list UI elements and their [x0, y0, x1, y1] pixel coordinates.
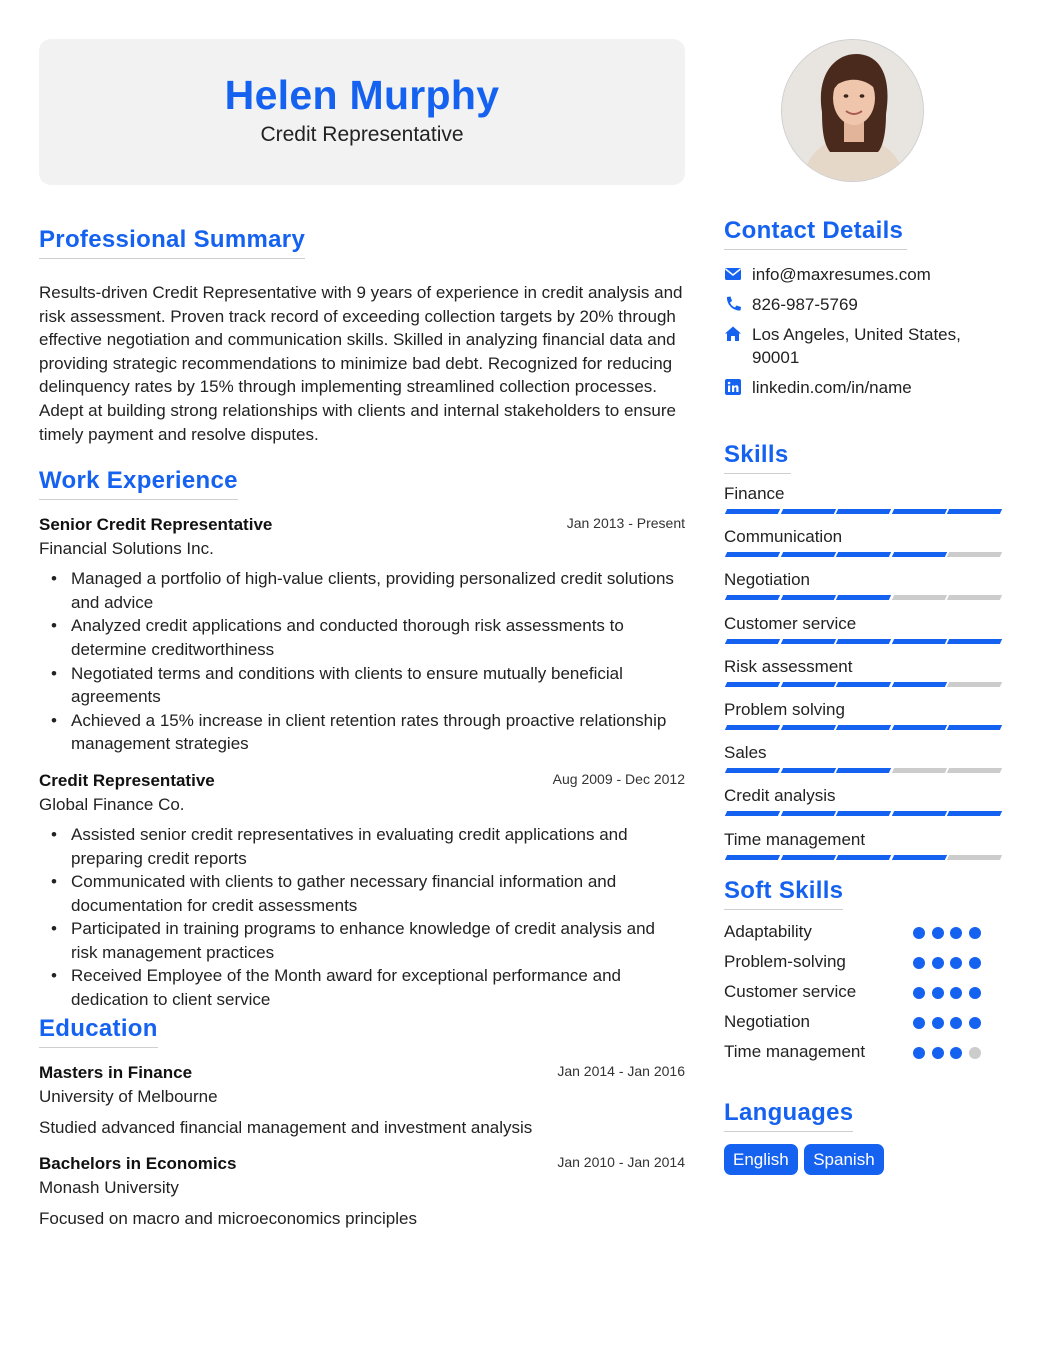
soft-skill-dot [932, 987, 944, 999]
job-bullet: • Managed a portfolio of high-value clients, providing personalized credit solutions and advice [39, 567, 685, 614]
skill-item [724, 525, 1002, 568]
summary-section [39, 225, 685, 446]
job-dates: Jan 2013 - Present [566, 515, 685, 532]
skill-label: Time management [724, 829, 866, 849]
education-section [39, 1014, 685, 1231]
skill-level-segment [725, 682, 780, 687]
skill-label: Sales [724, 743, 767, 763]
skill-level-segment [947, 768, 1002, 773]
linkedin-icon [724, 378, 742, 396]
skill-level-segment [725, 595, 780, 600]
soft-skill-item [724, 980, 1002, 1010]
degree-title: Bachelors in Economics [39, 1153, 237, 1173]
skill-level-segment [947, 811, 1002, 816]
education-description: Focused on macro and microeconomics principles [39, 1208, 417, 1228]
skill-label: Customer service [724, 613, 857, 633]
job-bullet: • Received Employee of the Month award for exceptional performance and dedication to client service [39, 964, 685, 1011]
portrait-image [782, 40, 924, 182]
skill-item [724, 568, 1002, 611]
education-heading: Education [39, 1014, 158, 1048]
skill-level-segment [891, 552, 946, 557]
skill-level-segment [947, 595, 1002, 600]
skill-level-segment [836, 725, 891, 730]
skills-section [724, 440, 1002, 871]
education-dates: Jan 2010 - Jan 2014 [557, 1153, 685, 1170]
education-entry [39, 1152, 685, 1231]
job-bullet: • Analyzed credit applications and conducted thorough risk assessments to determine creditworthiness [39, 614, 685, 661]
soft-skill-label: Adaptability [724, 922, 812, 941]
soft-skill-dot [950, 1047, 962, 1059]
language-badge: Spanish [804, 1144, 883, 1175]
skill-level-segment [780, 595, 835, 600]
soft-skill-dot [969, 1047, 981, 1059]
skill-level-segment [836, 682, 891, 687]
job-bullet: • Negotiated terms and conditions with clients to ensure mutually beneficial agreements [39, 662, 685, 709]
skill-level-segment [891, 595, 946, 600]
soft-skill-item [724, 1040, 1002, 1070]
soft-skill-dot [913, 957, 925, 969]
soft-skill-item [724, 920, 1002, 950]
job-title: Credit Representative [39, 770, 215, 790]
language-badge: English [724, 1144, 798, 1175]
skill-level-segment [836, 768, 891, 773]
contact-section [724, 216, 1002, 399]
job-company: Global Finance Co. [39, 794, 185, 814]
skill-level-segment [780, 855, 835, 860]
education-dates: Jan 2014 - Jan 2016 [557, 1062, 685, 1079]
skill-item [724, 784, 1002, 827]
skill-level-segment [891, 509, 946, 514]
job-bullets [39, 823, 685, 1012]
job-bullets [39, 567, 685, 756]
soft-skills-heading: Soft Skills [724, 876, 843, 910]
skill-level-segment [947, 682, 1002, 687]
phone-text[interactable]: 826-987-5769 [752, 295, 858, 314]
soft-skill-dot [950, 927, 962, 939]
soft-skill-dot [932, 927, 944, 939]
contact-phone[interactable] [724, 293, 1002, 316]
soft-skill-dot [969, 927, 981, 939]
skill-level-bar [726, 768, 1000, 773]
soft-skill-dot [969, 957, 981, 969]
job-bullet: • Communicated with clients to gather necessary financial information and documentation for credit assessments [39, 870, 685, 917]
skill-level-segment [725, 811, 780, 816]
skill-level-segment [836, 552, 891, 557]
job-entry [39, 769, 685, 1012]
skill-level-segment [947, 855, 1002, 860]
degree-title: Masters in Finance [39, 1062, 193, 1082]
soft-skill-dot [932, 957, 944, 969]
education-description: Studied advanced financial management and investment analysis [39, 1117, 533, 1137]
skill-level-segment [836, 509, 891, 514]
soft-skill-item [724, 1010, 1002, 1040]
soft-skills-section [724, 876, 1002, 1070]
summary-text: Results-driven Credit Representative with 9 years of experience in credit analysis and risk assessment. Proven track record of exceeding collection targets by 20% through effective negotiation and communication skills. Skilled in analyzing financial data and providing strategic recommendations to minimize bad debt. Recognized for reducing delinquency rates by 15% through implementing streamlined collection processes. Adept at building strong relationships with clients and internal stakeholders to ensure timely payment and resolve disputes. [39, 283, 683, 444]
skill-level-segment [780, 725, 835, 730]
soft-skill-dot [913, 1047, 925, 1059]
job-company: Financial Solutions Inc. [39, 539, 214, 559]
skill-level-segment [891, 768, 946, 773]
soft-skill-dot [950, 957, 962, 969]
skill-level-segment [891, 855, 946, 860]
job-entry [39, 513, 685, 756]
skill-level-segment [780, 768, 835, 773]
soft-skills-list [724, 920, 1002, 1070]
skill-level-segment [891, 682, 946, 687]
skill-level-segment [725, 509, 780, 514]
skill-label: Risk assessment [724, 656, 853, 676]
skill-level-bar [726, 595, 1000, 600]
skill-level-bar [726, 725, 1000, 730]
school-name: Monash University [39, 1177, 179, 1197]
email-text[interactable]: info@maxresumes.com [752, 265, 931, 284]
skill-item [724, 741, 1002, 784]
experience-section [39, 466, 685, 1012]
skill-level-segment [947, 552, 1002, 557]
skill-level-segment [947, 639, 1002, 644]
skill-level-segment [836, 639, 891, 644]
skill-label: Problem solving [724, 699, 845, 719]
skill-item [724, 655, 1002, 698]
skill-level-segment [780, 552, 835, 557]
contact-heading: Contact Details [724, 216, 907, 250]
skills-heading: Skills [724, 440, 791, 474]
soft-skill-dot [932, 1047, 944, 1059]
skill-level-segment [891, 811, 946, 816]
skill-label: Communication [724, 527, 843, 547]
job-title: Senior Credit Representative [39, 515, 273, 535]
education-entry [39, 1061, 685, 1140]
skill-level-segment [836, 811, 891, 816]
soft-skill-dot [932, 1017, 944, 1029]
skill-level-bar [726, 855, 1000, 860]
skill-level-segment [725, 855, 780, 860]
languages-section [724, 1098, 1002, 1175]
skill-level-bar [726, 682, 1000, 687]
contact-email[interactable] [724, 263, 1002, 286]
job-bullet: • Participated in training programs to enhance knowledge of credit analysis and risk management practices [39, 917, 685, 964]
envelope-icon [724, 265, 742, 283]
skill-item [724, 612, 1002, 655]
soft-skill-label: Time management [724, 1042, 866, 1061]
profile-photo [781, 39, 924, 182]
soft-skill-dot [913, 987, 925, 999]
experience-heading: Work Experience [39, 466, 238, 500]
skill-item [724, 698, 1002, 741]
soft-skill-dot [913, 1017, 925, 1029]
main-column [39, 39, 685, 1231]
skill-label: Credit analysis [724, 786, 836, 806]
soft-skill-dot [950, 1017, 962, 1029]
skill-level-segment [836, 855, 891, 860]
skill-item [724, 828, 1002, 871]
skill-level-bar [726, 811, 1000, 816]
phone-icon [724, 295, 742, 313]
soft-skill-dot [913, 927, 925, 939]
skill-level-segment [947, 509, 1002, 514]
skill-level-segment [780, 811, 835, 816]
skill-level-segment [947, 725, 1002, 730]
skill-level-segment [725, 552, 780, 557]
skill-level-segment [780, 509, 835, 514]
soft-skill-label: Customer service [724, 982, 857, 1001]
job-bullet: • Achieved a 15% increase in client retention rates through proactive relationship management strategies [39, 709, 685, 756]
contact-address [724, 323, 1002, 369]
skill-level-bar [726, 509, 1000, 514]
soft-skill-dot [969, 987, 981, 999]
skill-level-segment [725, 639, 780, 644]
home-icon [724, 325, 742, 343]
skill-label: Finance [724, 484, 785, 503]
skill-level-segment [780, 639, 835, 644]
address-text: Los Angeles, United States, 90001 [752, 325, 961, 367]
skill-level-segment [891, 725, 946, 730]
language-list [724, 1144, 1002, 1175]
soft-skill-label: Problem-solving [724, 952, 846, 971]
skill-label: Negotiation [724, 570, 811, 590]
school-name: University of Melbourne [39, 1086, 218, 1106]
soft-skill-dot [950, 987, 962, 999]
soft-skill-dot [969, 1017, 981, 1029]
skill-level-bar [726, 639, 1000, 644]
skill-level-segment [836, 595, 891, 600]
candidate-name: Helen Murphy [224, 72, 500, 118]
skill-item [724, 482, 1002, 525]
linkedin-text[interactable]: linkedin.com/in/name [752, 378, 912, 397]
soft-skill-label: Negotiation [724, 1012, 811, 1031]
summary-heading: Professional Summary [39, 225, 305, 259]
contact-linkedin[interactable] [724, 376, 1002, 399]
skill-level-bar [726, 552, 1000, 557]
header-box [39, 39, 685, 185]
job-dates: Aug 2009 - Dec 2012 [552, 770, 685, 787]
skill-level-segment [891, 639, 946, 644]
skill-level-segment [725, 725, 780, 730]
languages-heading: Languages [724, 1098, 853, 1132]
skills-list [724, 482, 1002, 871]
soft-skill-item [724, 950, 1002, 980]
skill-level-segment [780, 682, 835, 687]
job-bullet: • Assisted senior credit representatives in evaluating credit applications and preparing credit reports [39, 823, 685, 870]
skill-level-segment [725, 768, 780, 773]
candidate-title: Credit Representative [260, 123, 464, 146]
